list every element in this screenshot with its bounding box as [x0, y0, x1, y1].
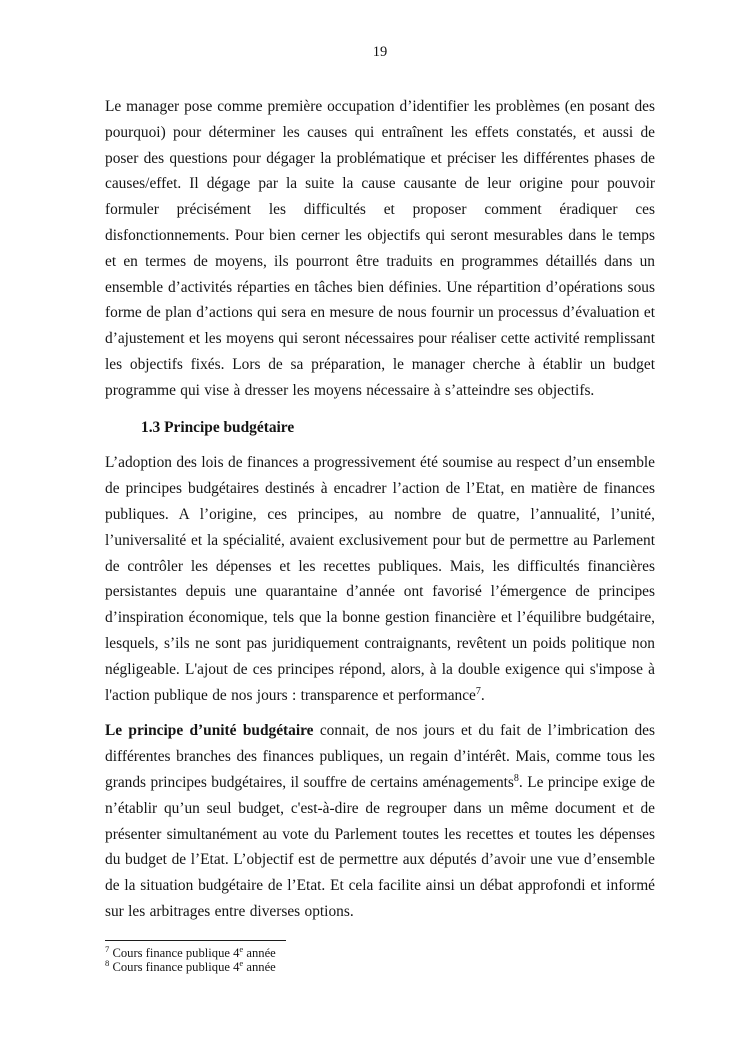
- section-heading-principe-budgetaire: 1.3 Principe budgétaire: [141, 418, 295, 436]
- paragraph-manager: Le manager pose comme première occupation d’identifier les problèmes (en posant des pourquoi) pour déterminer les causes qui entraînent les effets constatés, et aussi de poser des questions pour dégager la problématique et préciser les différentes phases de causes/effet. Il dégage par la suite la cause causante de leur origine pour pouvoir formuler précisément les difficultés et proposer comment éradiquer ces disfonctionnements. Pour bien cerner les objectifs qui seront mesurables dans le temps et en termes de moyens, ils pourront être traduits en programmes détaillés dans un ensemble d’activités réparties en tâches bien définies. Une répartition d’opérations sous forme de plan d’actions qui sera en mesure de nous fournir un processus d’évaluation et d’ajustement et les moyens qui seront nécessaires pour réaliser cette activité remplissant les objectifs fixés. Lors de sa préparation, le manager cherche à établir un budget programme qui vise à dresser les moyens nécessaire à s’atteindre ses objectifs.: [105, 98, 655, 399]
- footnote-8: [105, 960, 655, 975]
- footnote-text: Cours finance publique 4: [109, 945, 240, 960]
- footnote-text: Cours finance publique 4: [109, 960, 240, 975]
- paragraph-text-end: . Le principe exige de n’établir qu’un seul budget, c'est-à-dire de regrouper dans un même document et de présenter simultanément au vote du Parlement toutes les recettes et toutes les dépenses du budget de l’Etat. L’objectif est de permettre aux députés d’avoir une vue d’ensemble de la situation budgétaire de l’Etat. Et cela facilite ainsi un débat approfondi et informé sur les arbitrages entre diverses options.: [105, 773, 655, 920]
- footnote-ref-7: 7: [475, 685, 481, 697]
- paragraph-principes-budgetaires: [105, 450, 655, 708]
- footnote-text-tail: année: [243, 945, 276, 960]
- footnote-7: [105, 943, 655, 961]
- footnote-marker: 8: [105, 958, 110, 969]
- paragraph-text: connait, de nos jours et du fait de l’imbrication des différentes branches des finances publiques, un regain d’intérêt. Mais, comme tous les grands principes budgétaires, il souffre de certains aménagements: [105, 722, 655, 791]
- paragraph-text-end: .: [480, 686, 485, 704]
- footnote-superscript-e: e: [239, 958, 244, 969]
- footnote-marker: 7: [105, 943, 110, 954]
- paragraph-unite-budgetaire: [105, 718, 655, 924]
- paragraph-text: L’adoption des lois de finances a progressivement été soumise au respect d’un ensemble de principes budgétaires destinés à encadrer l’action de l’Etat, en matière de finances publiques. A l’origine, ces principes, au nombre de quatre, l’annualité, l’unité, l’universalité et la spécialité, avaient exclusivement pour but de permettre au Parlement de contrôler les dépenses et les recettes publiques. Mais, les difficultés financières persistantes depuis une quarantaine d’année ont favorisé l’émergence de principes d’inspiration économique, tels que la bonne gestion financière et l’équilibre budgétaire, lesquels, s’ils ne sont pas juridiquement contraignants, revêtent un poids politique non négligeable. L'ajout de ces principes répond, alors, à la double exigence qui s'impose à l'action publique de nos jours : transparence et performance: [105, 454, 655, 704]
- footnotes-section: [105, 940, 655, 975]
- footnote-superscript-e: e: [239, 943, 244, 954]
- paragraph-lead-bold: Le principe d’unité budgétaire: [105, 722, 314, 740]
- footnote-text-tail: année: [243, 960, 276, 975]
- footnote-ref-8: 8: [513, 772, 519, 784]
- page-number: 19: [372, 44, 388, 60]
- footnote-separator: [105, 940, 286, 941]
